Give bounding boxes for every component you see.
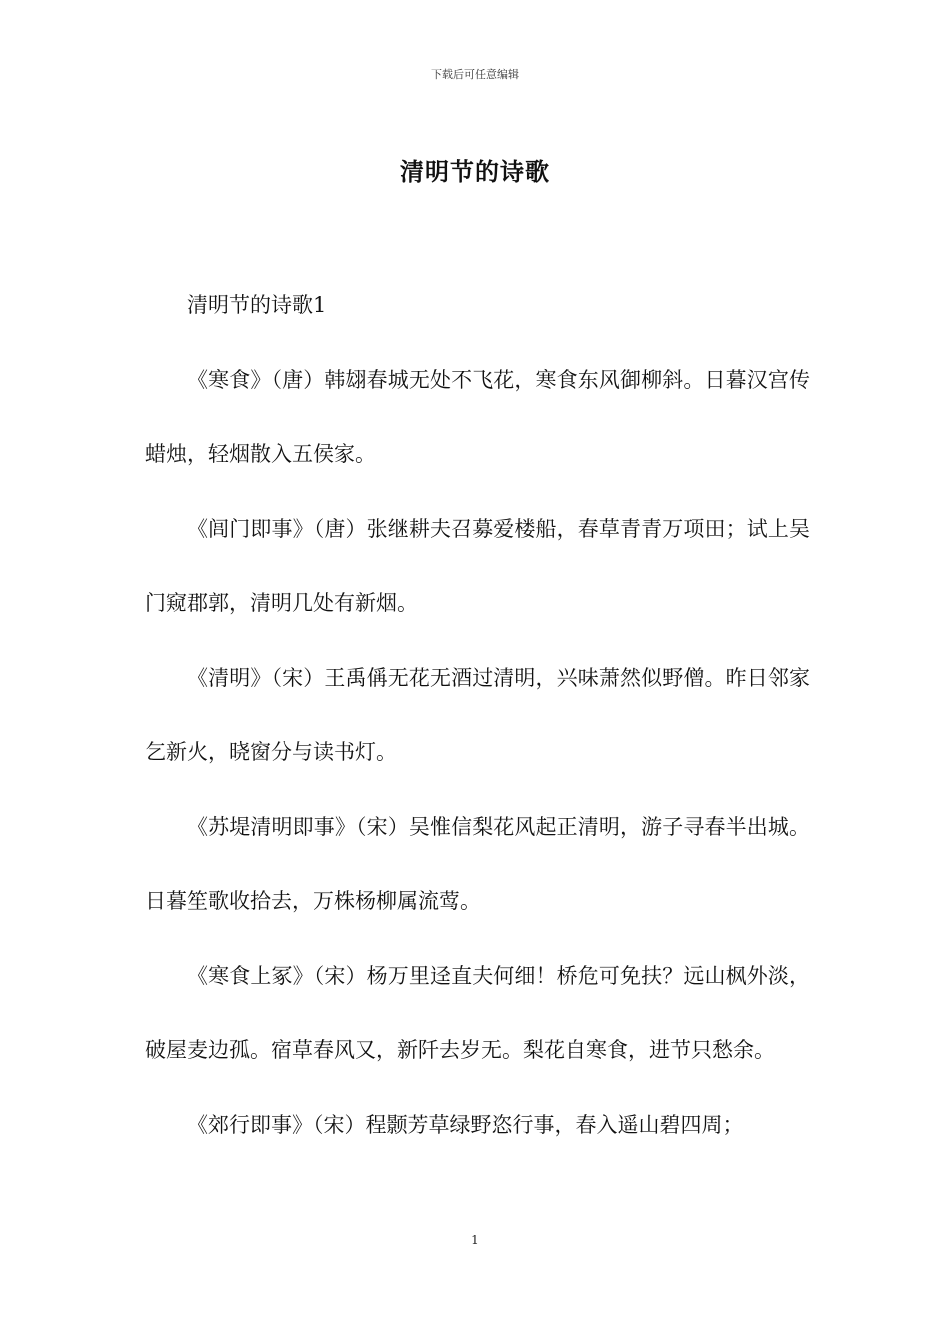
section-heading: 清明节的诗歌1	[187, 293, 327, 317]
poem-paragraph: 《清明》（宋）王禹偁无花无酒过清明，兴味萧然似野僧。昨日邻家乞新火，晓窗分与读书灯。	[145, 665, 810, 764]
poem-paragraph: 《寒食》（唐）韩翃春城无处不飞花，寒食东风御柳斜。日暮汉宫传蜡烛，轻烟散入五侯家。	[145, 367, 810, 466]
document-title: 清明节的诗歌	[400, 157, 550, 186]
poem-paragraph: 《苏堤清明即事》（宋）吴惟信梨花风起正清明，游子寻春半出城。日暮笙歌收拾去，万株杨柳属流莺。	[145, 814, 810, 913]
page-header: 下载后可任意编辑	[431, 68, 519, 81]
poem-paragraph: 《郊行即事》（宋）程颢芳草绿野恣行事，春入遥山碧四周；	[187, 1112, 744, 1137]
poem-paragraph: 《寒食上冢》（宋）杨万里迳直夫何细！桥危可免扶？远山枫外淡，破屋麦边孤。宿草春风又，新阡去岁无。梨花自寒食，进节只愁余。	[145, 963, 810, 1062]
poem-paragraph: 《闾门即事》（唐）张继耕夫召募爱楼船，春草青青万项田；试上吴门窥郡郭，清明几处有新烟。	[145, 516, 810, 615]
page-number: 1	[471, 1233, 479, 1247]
document-body	[145, 268, 810, 1162]
